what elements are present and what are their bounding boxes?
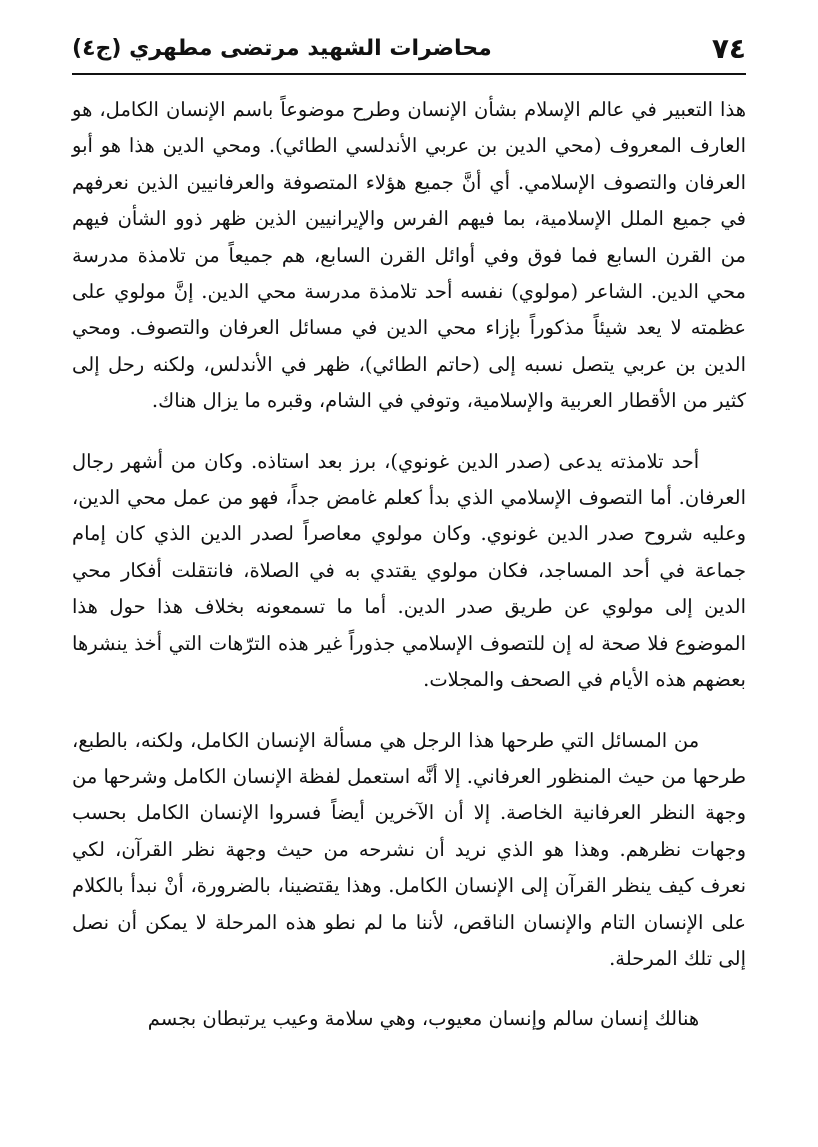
paragraph-4: هنالك إنسان سالم وإنسان معيوب، وهي سلامة وعيب يرتبطان بجسم: [147, 1007, 700, 1031]
body-text: [72, 92, 746, 1062]
page-number: ٧٤: [711, 31, 746, 65]
page-header: [72, 26, 746, 70]
paragraph-1: هذا التعبير في عالم الإسلام بشأن الإنسان وطرح موضوعاً باسم الإنسان الكامل، هو العارف المعروف (محي الدين بن عربي الأندلسي الطائي). ومحي الدين هذا هو أبو العرفان والتصوف الإسلامي. أي أنَّ جميع هؤلاء المتصوفة والعرفانيين الذين نعرفهم في جميع الملل الإسلامية، بما فيهم الفرس والإيرانيين الذين ظهر ذوو الشأن فيهم من القرن السابع فما فوق وفي أوائل القرن السابع، هم جميعاً من تلامذة مدرسة محي الدين. الشاعر (مولوي) نفسه أحد تلامذة مدرسة محي الدين. إنَّ مولوي على عظمته لا يعد شيئاً مذكوراً بإزاء محي الدين في مسائل العرفان والتصوف. ومحي الدين بن عربي يتصل نسبه إلى (حاتم الطائي)، ظهر في الأندلس، ولكنه رحل إلى كثير من الأقطار العربية والإسلامية، وتوفي في الشام، وقبره ما يزال هناك.: [72, 98, 746, 413]
paragraph-3: من المسائل التي طرحها هذا الرجل هي مسألة الإنسان الكامل، ولكنه، بالطبع، طرحها من حيث المنظور العرفاني. إلا أنَّه استعمل لفظة الإنسان الكامل وشرحها من وجهة النظر العرفانية الخاصة. إلا أن الآخرين أيضاً فسروا الإنسان الكامل بحسب وجهات نظرهم. وهذا هو الذي نريد أن نشرحه من حيث وجهة نظر القرآن، لكي نعرف كيف ينظر القرآن إلى الإنسان الكامل. وهذا يقتضينا، بالضرورة، أنْ نبدأ بالكلام على الإنسان التام والإنسان الناقص، لأننا ما لم نطو هذه المرحلة لا يمكن أن نصل إلى تلك المرحلة.: [72, 728, 746, 970]
header-divider: [72, 73, 746, 75]
paragraph-2: أحد تلامذته يدعى (صدر الدين غونوي)، برز بعد استاذه. وكان من أشهر رجال العرفان. أما التصوف الإسلامي الذي بدأ كعلم غامض جداً، فهو من عمل محي الدين، وعليه شروح صدر الدين غونوي. وكان مولوي معاصراً لصدر الدين الذي كان إمام جماعة في أحد المساجد، فكان مولوي يقتدي به في الصلاة، فانتقلت أفكار محي الدين إلى مولوي عن طريق صدر الدين. أما ما تسمعونه بخلاف هذا حول هذا الموضوع فلا صحة له إن للتصوف الإسلامي جذوراً غير هذه الترّهات التي أخذ ينشرها بعضهم هذه الأيام في الصحف والمجلات.: [72, 449, 746, 692]
running-title: محاضرات الشهيد مرتضى مطهري (ج٤): [72, 35, 492, 61]
